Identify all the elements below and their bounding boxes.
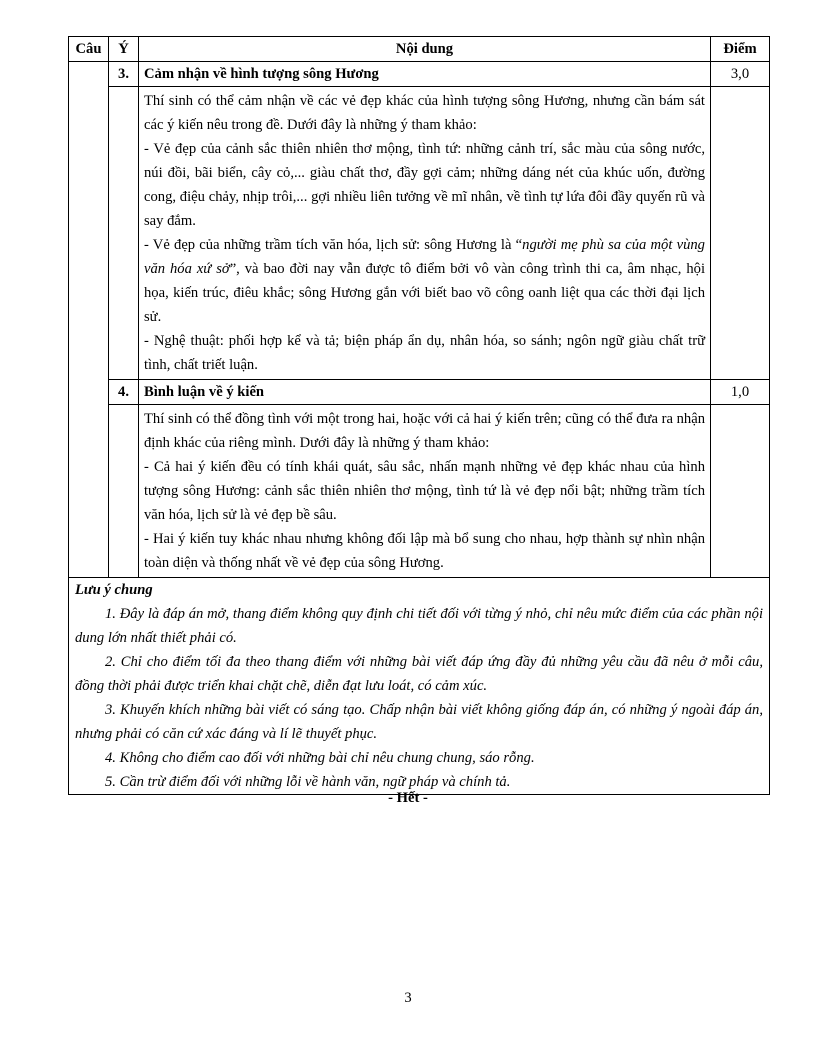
note-item: 4. Không cho điểm cao đối với những bài chỉ nêu chung chung, sáo rỗng. xyxy=(105,750,535,766)
page-number: 3 xyxy=(404,990,412,1006)
text-span: - Vẻ đẹp của những trầm tích văn hóa, lịch sử: sông Hương là “ xyxy=(144,237,523,253)
table-row xyxy=(69,87,770,380)
quote-text: người mẹ phù sa của một vùng văn hóa xứ sở xyxy=(144,237,705,277)
section-number: 4. xyxy=(109,380,139,405)
notes-row xyxy=(69,578,770,795)
header-y: Ý xyxy=(109,37,139,62)
content-paragraph: Thí sinh có thể cảm nhận về các vẻ đẹp khác của hình tượng sông Hương, nhưng cần bám sát các ý kiến nêu trong đề. Dưới đây là những ý tham khảo: xyxy=(144,93,705,133)
notes-cell xyxy=(69,578,770,795)
table-row xyxy=(69,405,770,578)
content-paragraph: Thí sinh có thể đồng tình với một trong hai, hoặc với cả hai ý kiến trên; cũng có thể đưa ra nhận định khác của riêng mình. Dưới đây là những ý tham khảo: xyxy=(144,411,705,451)
table-row xyxy=(69,62,770,87)
content-paragraph: - Hai ý kiến tuy khác nhau nhưng không đối lập mà bổ sung cho nhau, hợp thành sự nhìn nhận toàn diện và thống nhất về vẻ đẹp của sông Hương. xyxy=(144,531,705,571)
text-span: ”, và bao đời nay vẫn được tô điểm bởi vô vàn công trình thi ca, âm nhạc, hội họa, kiến trúc, điêu khắc; sông Hương gắn với biết bao võ công oanh liệt qua các thời đại lịch sử. xyxy=(144,261,706,325)
section-number: 3. xyxy=(109,62,139,87)
content-paragraph: - Cả hai ý kiến đều có tính khái quát, sâu sắc, nhấn mạnh những vẻ đẹp khác nhau của hình tượng sông Hương: cảnh sắc thiên nhiên thơ mộng, tình tứ là vẻ đẹp nổi bật; những trầm tích văn hóa, lịch sử là vẻ đẹp bề sâu. xyxy=(144,459,705,523)
section-score: 3,0 xyxy=(711,62,770,87)
end-marker: - Hết - xyxy=(388,790,428,806)
note-item: 5. Cần trừ điểm đối với những lỗi về hành văn, ngữ pháp và chính tả. xyxy=(105,774,511,790)
notes-title: Lưu ý chung xyxy=(75,582,153,598)
table-row xyxy=(69,380,770,405)
score-cell xyxy=(711,405,770,578)
score-cell xyxy=(711,87,770,380)
content-paragraph: - Vẻ đẹp của cảnh sắc thiên nhiên thơ mộng, tình tứ: những cảnh trí, sắc màu của sông nước, núi đồi, bãi biển, cây cỏ,... giàu chất thơ, đầy gợi cảm; những dáng nét của khúc uốn, đường cong, điệu chảy, nhịp trôi,... gợi nhiều liên tưởng về mĩ nhân, về tình tự lứa đôi đầy quyến rũ và say đắm. xyxy=(144,141,705,229)
header-noi-dung: Nội dung xyxy=(139,37,711,62)
header-diem: Điểm xyxy=(711,37,770,62)
cau-cell xyxy=(69,62,109,578)
note-item: 3. Khuyến khích những bài viết có sáng tạo. Chấp nhận bài viết không giống đáp án, có những ý ngoài đáp án, nhưng phải có căn cứ xác đáng và lí lẽ thuyết phục. xyxy=(75,702,763,742)
header-cau: Câu xyxy=(69,37,109,62)
table-header-row xyxy=(69,37,770,62)
y-cell xyxy=(109,405,139,578)
section-content xyxy=(139,87,711,380)
note-item: 1. Đây là đáp án mở, thang điểm không quy định chi tiết đối với từng ý nhỏ, chỉ nêu mức điểm của các phần nội dung lớn nhất thiết phải có. xyxy=(75,606,763,646)
content-paragraph: - Nghệ thuật: phối hợp kể và tả; biện pháp ẩn dụ, nhân hóa, so sánh; ngôn ngữ giàu chất trữ tình, chất triết luận. xyxy=(144,333,705,373)
section-score: 1,0 xyxy=(711,380,770,405)
section-title: Bình luận về ý kiến xyxy=(139,380,711,405)
answer-table xyxy=(68,36,770,795)
note-item: 2. Chỉ cho điểm tối đa theo thang điểm với những bài viết đáp ứng đầy đủ những yêu cầu đã nêu ở mỗi câu, đồng thời phải được triển khai chặt chẽ, diễn đạt lưu loát, có cảm xúc. xyxy=(75,654,763,694)
content-paragraph xyxy=(144,233,705,329)
section-title: Cảm nhận về hình tượng sông Hương xyxy=(139,62,711,87)
y-cell xyxy=(109,87,139,380)
section-content xyxy=(139,405,711,578)
